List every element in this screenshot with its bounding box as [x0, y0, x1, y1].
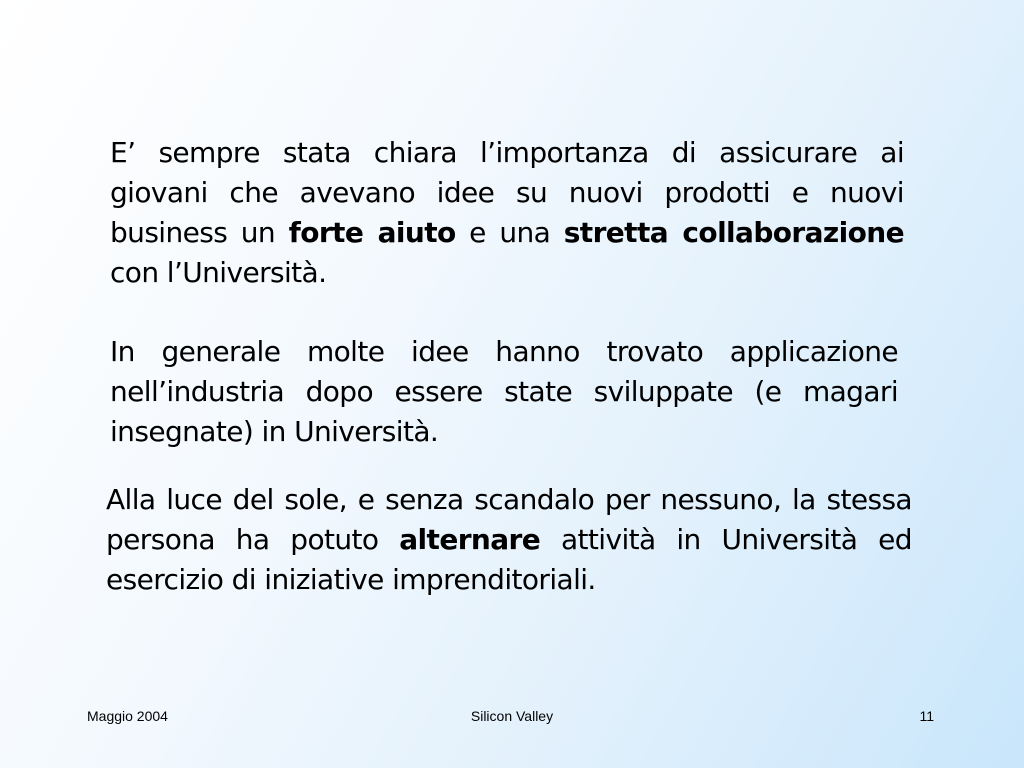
- text-segment: con l’Università.: [110, 256, 327, 289]
- bold-alternare: alternare: [399, 523, 541, 556]
- paragraph-ideas-applied: [110, 332, 898, 452]
- text-segment: E’ sempre stata chiara l’importanza di assicurare ai giovani che avevano idee su nuovi prodotti e nuovi business un: [110, 136, 904, 249]
- paragraph-alternating-roles: [106, 480, 912, 600]
- text-segment: e una: [455, 216, 564, 249]
- text-segment: In generale molte idee hanno trovato applicazione nell’industria dopo essere state sviluppate (e magari insegnate) in Università.: [110, 335, 898, 448]
- text-segment: Alla luce del sole, e senza scandalo per nessuno, la stessa persona ha potuto: [106, 483, 912, 556]
- paragraph-university-support: [110, 133, 904, 293]
- text-segment: attività in Università ed esercizio di iniziative imprenditoriali.: [106, 523, 912, 596]
- bold-stretta-collaborazione: stretta collaborazione: [563, 216, 904, 249]
- bold-forte-aiuto: forte aiuto: [288, 216, 456, 249]
- footer-date: Maggio 2004: [87, 708, 168, 724]
- footer-page-number: 11: [919, 708, 934, 724]
- footer-title: Silicon Valley: [470, 708, 554, 724]
